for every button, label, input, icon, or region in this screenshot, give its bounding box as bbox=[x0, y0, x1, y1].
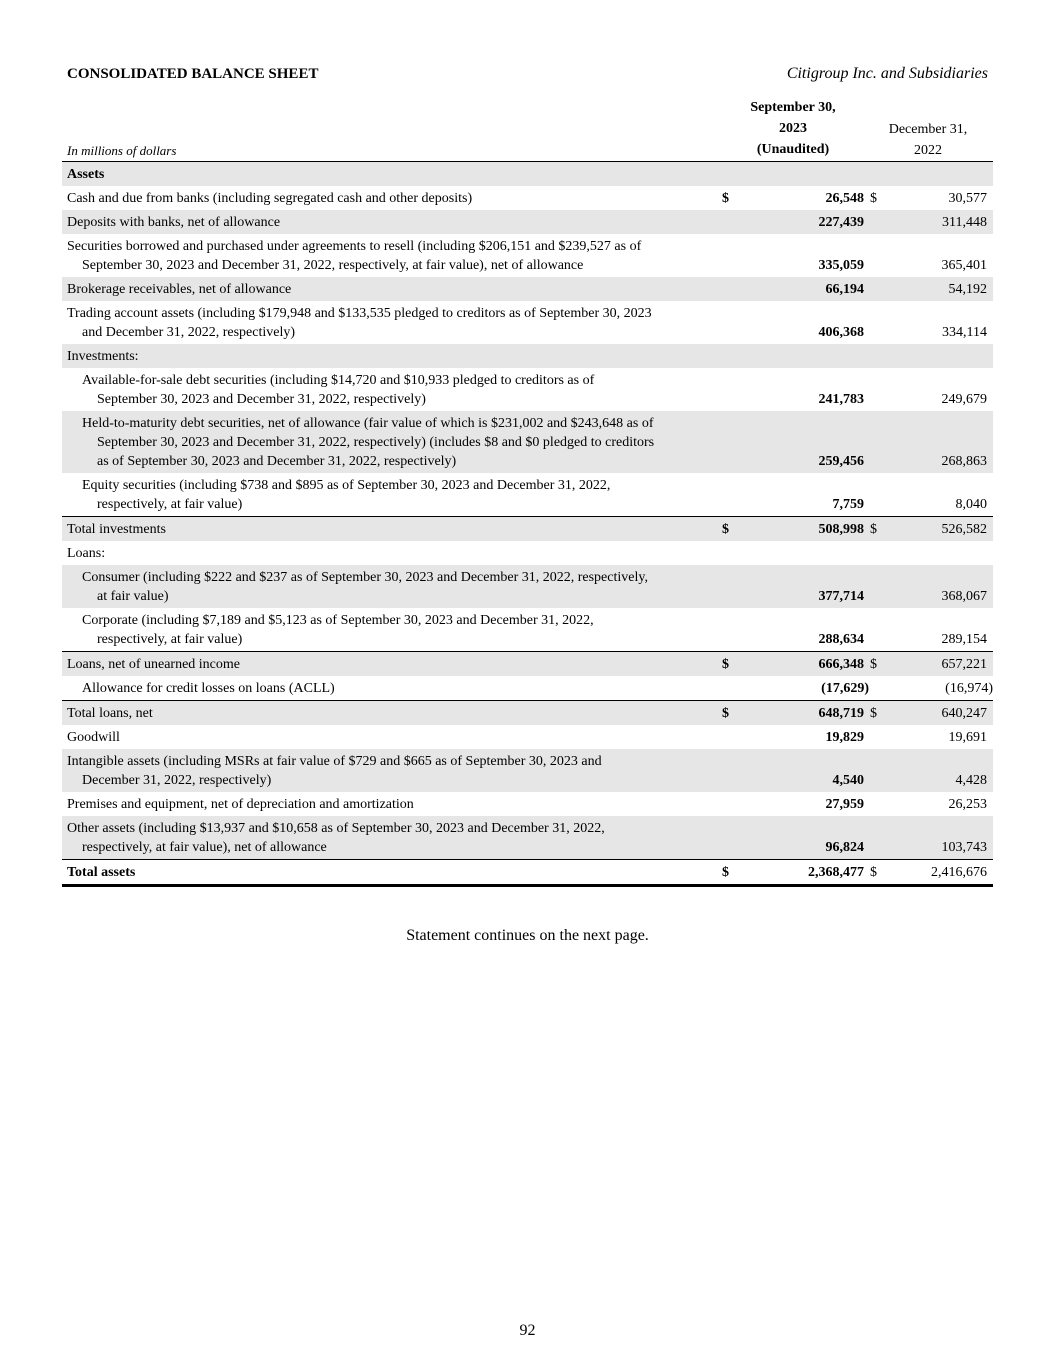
row-label-line1: Consumer (including $222 and $237 as of September 30, 2023 and December 31, 2022, respectively, bbox=[82, 570, 648, 585]
row-label bbox=[62, 411, 722, 473]
row-label-line1: Intangible assets (including MSRs at fair value of $729 and $665 as of September 30, 2023 and bbox=[67, 754, 602, 769]
value-2023: 377,714 bbox=[736, 565, 864, 608]
value-2023: 648,719 bbox=[736, 701, 864, 726]
value-2022: 4,428 bbox=[886, 749, 993, 792]
row-label-line2: respectively, at fair value) bbox=[97, 632, 243, 647]
value-2023: 19,829 bbox=[825, 730, 864, 745]
row-total-loans bbox=[62, 701, 993, 726]
row-equity bbox=[62, 473, 993, 517]
value-2022: (16,974) bbox=[945, 681, 993, 696]
row-label: Loans, net of unearned income bbox=[62, 652, 722, 677]
row-consumer bbox=[62, 565, 993, 608]
dollar-sign: $ bbox=[870, 191, 877, 206]
value-2023: 66,194 bbox=[736, 277, 864, 301]
row-loans-header bbox=[62, 541, 993, 565]
row-label bbox=[62, 608, 722, 652]
value-2022: 640,247 bbox=[886, 701, 993, 726]
row-brokerage bbox=[62, 277, 993, 301]
dollar-sign: $ bbox=[722, 517, 736, 542]
value-2022: 249,679 bbox=[941, 392, 987, 407]
col2-line1: December 31, bbox=[888, 122, 968, 137]
row-label bbox=[62, 368, 722, 411]
dollar-sign: $ bbox=[722, 191, 729, 206]
dollar-sign: $ bbox=[722, 652, 736, 677]
row-total-investments bbox=[62, 517, 993, 542]
dollar-sign: $ bbox=[722, 860, 736, 886]
value-2022: 30,577 bbox=[948, 191, 987, 206]
value-2022: 2,416,676 bbox=[886, 860, 993, 886]
value-2022: 54,192 bbox=[886, 277, 993, 301]
row-label-line2: and December 31, 2022, respectively) bbox=[82, 325, 296, 340]
row-afs bbox=[62, 368, 993, 411]
row-premises bbox=[62, 792, 993, 816]
row-label-line1: Corporate (including $7,189 and $5,123 as of September 30, 2023 and December 31, 2022, bbox=[82, 613, 594, 628]
value-2023: 96,824 bbox=[736, 816, 864, 860]
row-label: Cash and due from banks (including segregated cash and other deposits) bbox=[67, 191, 473, 206]
value-2023: 26,548 bbox=[825, 191, 864, 206]
value-2023: 335,059 bbox=[818, 258, 864, 273]
row-label-line2: respectively, at fair value) bbox=[97, 497, 243, 512]
value-2023: 666,348 bbox=[736, 652, 864, 677]
column-header bbox=[62, 97, 993, 163]
row-label-line1: Trading account assets (including $179,948 and $133,535 pledged to creditors as of September 30, 2023 bbox=[67, 306, 652, 321]
value-2022: 26,253 bbox=[948, 797, 987, 812]
value-2023: 508,998 bbox=[736, 517, 864, 542]
row-label: Total investments bbox=[62, 517, 722, 542]
continuation-note: Statement continues on the next page. bbox=[406, 927, 649, 944]
statement-title: CONSOLIDATED BALANCE SHEET bbox=[67, 66, 319, 82]
row-label bbox=[62, 816, 722, 860]
row-deposits bbox=[62, 210, 993, 234]
row-label bbox=[62, 234, 722, 277]
value-2022: 311,448 bbox=[886, 210, 993, 234]
row-label-line2: at fair value) bbox=[97, 589, 169, 604]
value-2022: 268,863 bbox=[886, 411, 993, 473]
row-label: Goodwill bbox=[67, 730, 120, 745]
row-intangible bbox=[62, 749, 993, 792]
row-label: Investments: bbox=[62, 344, 722, 368]
row-label-line1: Securities borrowed and purchased under agreements to resell (including $206,151 and $239,527 as of bbox=[67, 239, 642, 254]
row-label: Deposits with banks, net of allowance bbox=[62, 210, 722, 234]
value-2023: (17,629) bbox=[821, 681, 869, 696]
row-total-assets bbox=[62, 860, 993, 886]
row-label bbox=[62, 565, 722, 608]
row-label-line2: September 30, 2023 and December 31, 2022, respectively, at fair value), net of allowance bbox=[82, 258, 584, 273]
row-corporate bbox=[62, 608, 993, 652]
row-loans-net-unearned bbox=[62, 652, 993, 677]
value-2023: 241,783 bbox=[818, 392, 864, 407]
column-header-sep-2023 bbox=[728, 97, 858, 160]
row-investments-header bbox=[62, 344, 993, 368]
page-number: 92 bbox=[519, 1322, 536, 1339]
value-2022: 8,040 bbox=[955, 497, 987, 512]
value-2022: 289,154 bbox=[941, 632, 987, 647]
row-label bbox=[62, 676, 722, 701]
row-other-assets bbox=[62, 816, 993, 860]
row-label-line2: September 30, 2023 and December 31, 2022, respectively) bbox=[97, 392, 426, 407]
value-2022: 365,401 bbox=[941, 258, 987, 273]
row-label-line1: Equity securities (including $738 and $895 as of September 30, 2023 and December 31, 2022, bbox=[82, 478, 611, 493]
unit-label: In millions of dollars bbox=[67, 143, 177, 158]
value-2023: 288,634 bbox=[818, 632, 864, 647]
row-label-line1: Available-for-sale debt securities (including $14,720 and $10,933 pledged to creditors as of bbox=[82, 373, 595, 388]
value-2023: 2,368,477 bbox=[736, 860, 864, 886]
company-name: Citigroup Inc. and Subsidiaries bbox=[786, 65, 988, 82]
section-row-assets bbox=[62, 162, 993, 186]
row-cash bbox=[62, 186, 993, 210]
value-2022: 526,582 bbox=[886, 517, 993, 542]
value-2023: 406,368 bbox=[818, 325, 864, 340]
dollar-sign: $ bbox=[864, 860, 886, 886]
row-trading bbox=[62, 301, 993, 344]
value-2023: 7,759 bbox=[832, 497, 864, 512]
dollar-sign: $ bbox=[722, 701, 736, 726]
col2-line2: 2022 bbox=[914, 143, 942, 158]
row-label bbox=[62, 473, 722, 517]
balance-sheet-table bbox=[62, 162, 993, 887]
row-label: Brokerage receivables, net of allowance bbox=[62, 277, 722, 301]
dollar-sign: $ bbox=[864, 517, 886, 542]
row-label bbox=[62, 749, 722, 792]
row-label-line1: Other assets (including $13,937 and $10,658 as of September 30, 2023 and December 31, 2022, bbox=[67, 821, 605, 836]
row-htm bbox=[62, 411, 993, 473]
value-2022: 334,114 bbox=[942, 325, 987, 340]
value-2023: 259,456 bbox=[736, 411, 864, 473]
row-label: Premises and equipment, net of depreciation and amortization bbox=[67, 797, 414, 812]
value-2022: 657,221 bbox=[886, 652, 993, 677]
dollar-sign: $ bbox=[864, 701, 886, 726]
row-label: Total assets bbox=[62, 860, 722, 886]
col1-line1: September 30, bbox=[750, 100, 836, 115]
column-header-dec-2022 bbox=[868, 119, 988, 161]
row-goodwill bbox=[62, 725, 993, 749]
dollar-sign: $ bbox=[864, 652, 886, 677]
value-2023: 227,439 bbox=[736, 210, 864, 234]
value-2022: 103,743 bbox=[886, 816, 993, 860]
value-2023: 27,959 bbox=[825, 797, 864, 812]
row-label-line2: December 31, 2022, respectively) bbox=[82, 773, 272, 788]
row-label-line2: September 30, 2023 and December 31, 2022, respectively) (includes $8 and $0 pledged to creditors bbox=[97, 435, 655, 450]
value-2022: 19,691 bbox=[948, 730, 987, 745]
row-label-line1: Held-to-maturity debt securities, net of allowance (fair value of which is $231,002 and $243,648 as of bbox=[82, 416, 654, 431]
value-2023: 4,540 bbox=[736, 749, 864, 792]
col1-line3: (Unaudited) bbox=[756, 142, 830, 157]
row-acll bbox=[62, 676, 993, 701]
row-label bbox=[62, 301, 722, 344]
row-label-line2: respectively, at fair value), net of allowance bbox=[82, 840, 327, 855]
row-label: Loans: bbox=[67, 546, 106, 561]
row-label-line3: as of September 30, 2023 and December 31, 2022, respectively) bbox=[97, 454, 457, 469]
row-label-line1: Allowance for credit losses on loans (ACLL) bbox=[82, 681, 335, 696]
section-label: Assets bbox=[62, 162, 722, 186]
value-2022: 368,067 bbox=[886, 565, 993, 608]
row-label: Total loans, net bbox=[62, 701, 722, 726]
row-securities-borrowed bbox=[62, 234, 993, 277]
col1-line2: 2023 bbox=[779, 121, 807, 136]
